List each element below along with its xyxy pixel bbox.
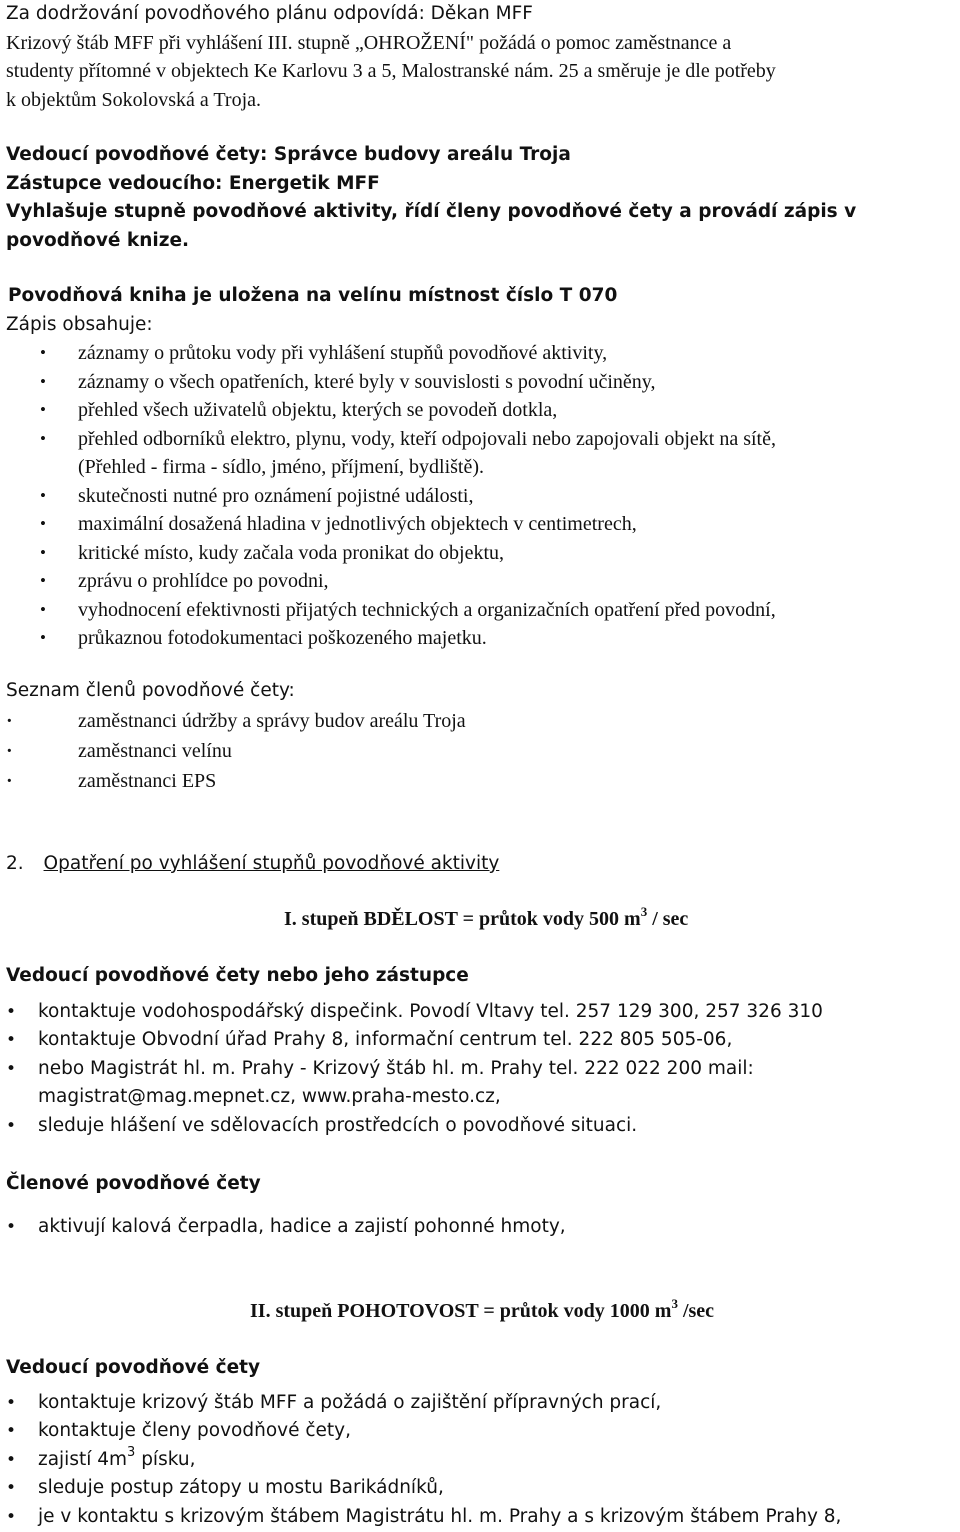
list-item-continuation: (Přehled - firma - sídlo, jméno, příjmení, bydliště). [78,456,485,478]
flood-book-section [6,282,956,653]
list-item: • sleduje hlášení ve sdělovacích prostředcích o povodňové situaci. [6,1112,956,1141]
list-item: • přehled všech uživatelů objektu, kterých se povodeň dotkla, [6,396,956,425]
list-item: • je v kontaktu s krizovým štábem Magistrátu hl. m. Prahy a s krizovým štábem Prahy 8, [6,1503,956,1532]
intro-line-4: k objektům Sokolovská a Troja. [6,88,262,111]
stage-1-heading: I. stupeň BDĚLOST = průtok vody 500 $m^3$ / sec [284,904,689,930]
list-item: • kontaktuje členy povodňové čety, [6,1417,956,1446]
section-2-heading [6,850,956,879]
list-item-continuation: magistrat@mag.mepnet.cz, www.praha-mesto.cz, [38,1086,501,1107]
list-item: • záznamy o průtoku vody při vyhlášení stupňů povodňové aktivity, [6,339,956,368]
leader-line-1: Vedoucí povodňové čety: Správce budovy areálu Troja [6,144,571,165]
stage-1-leader-title: Vedoucí povodňové čety nebo jeho zástupce [6,965,469,986]
list-item: • průkaznou fotodokumentaci poškozeného majetku. [6,624,956,653]
list-item: · zaměstnanci údržby a správy budov areálu Troja [6,706,956,736]
leader-paragraph [6,141,956,255]
section-number: 2. [6,853,24,874]
stage-2-leader-list [6,1389,956,1532]
members-section [6,676,956,796]
list-item: • kontaktuje krizový štáb MFF a požádá o zajištění přípravných prací, [6,1389,956,1418]
list-item: • přehled odborníků elektro, plynu, vody, kteří odpojovali nebo zapojovali objekt na sítě, (Přehled - firma - sídlo, jméno, příjmení, bydliště). [6,425,956,482]
stage-1-leader [6,962,956,1140]
stage-1-leader-list [6,998,956,1141]
flood-book-subtitle: Zápis obsahuje: [6,313,153,335]
list-item: • vyhodnocení efektivnosti přijatých technických a organizačních opatření před povodní, [6,596,956,625]
list-item: • záznamy o všech opatřeních, které byly v souvislosti s povodní učiněny, [6,368,956,397]
leader-line-4: povodňové knize. [6,229,190,251]
list-item: • aktivují kalová čerpadla, hadice a zajistí pohonné hmoty, [6,1213,956,1242]
list-item: · zaměstnanci EPS [6,766,956,796]
leader-line-3: Vyhlašuje stupně povodňové aktivity, řídí členy povodňové čety a provádí zápis v [6,201,857,222]
intro-line-3: studenty přítomné v objektech Ke Karlovu 3 a 5, Malostranské nám. 25 a směruje je dle potřeby [6,60,776,82]
intro-paragraph [6,0,956,114]
list-item: • sleduje postup zátopy u mostu Barikádníků, [6,1474,956,1503]
list-item: • zajistí $4m^3$ písku, [6,1446,956,1475]
list-item: · zaměstnanci velínu [6,736,956,766]
leader-line-2: Zástupce vedoucího: Energetik MFF [6,172,380,194]
stage-1-members-list [6,1213,956,1242]
stage-1-members-title: Členové povodňové čety [6,1173,261,1194]
list-item: • kontaktuje vodohospodářský dispečink. Povodí Vltavy tel. 257 129 300, 257 326 310 [6,998,956,1027]
section-title: Opatření po vyhlášení stupňů povodňové aktivity [43,853,500,874]
list-item: • maximální dosažená hladina v jednotlivých objektech v centimetrech, [6,510,956,539]
list-item: • skutečnosti nutné pro oznámení pojistné události, [6,482,956,511]
flood-book-list [6,339,956,653]
intro-line-2: Krizový štáb MFF při vyhlášení III. stupně „OHROŽENÍ" požádá o pomoc zaměstnance a [6,31,732,54]
stage-2-heading: II. stupeň POHOTOVOST = průtok vody 1000 $m^3$ /sec [250,1296,715,1322]
list-item: • nebo Magistrát hl. m. Prahy - Krizový štáb hl. m. Prahy tel. 222 022 200 mail: magistrat@mag.mepnet.cz, www.praha-mesto.cz, [6,1055,956,1112]
stage-1-members [6,1170,956,1241]
list-item: • zprávu o prohlídce po povodni, [6,567,956,596]
members-title: Seznam členů povodňové čety: [6,680,295,701]
stage-2-leader [6,1354,956,1531]
members-list [6,706,956,796]
stage-2-leader-title: Vedoucí povodňové čety [6,1357,261,1378]
list-item: • kontaktuje Obvodní úřad Prahy 8, informační centrum tel. 222 805 505-06, [6,1026,956,1055]
flood-book-title: Povodňová kniha je uložena na velínu místnost číslo T 070 [8,285,618,306]
list-item: • kritické místo, kudy začala voda pronikat do objektu, [6,539,956,568]
intro-line-1: Za dodržování povodňového plánu odpovídá: Děkan MFF [6,3,533,24]
